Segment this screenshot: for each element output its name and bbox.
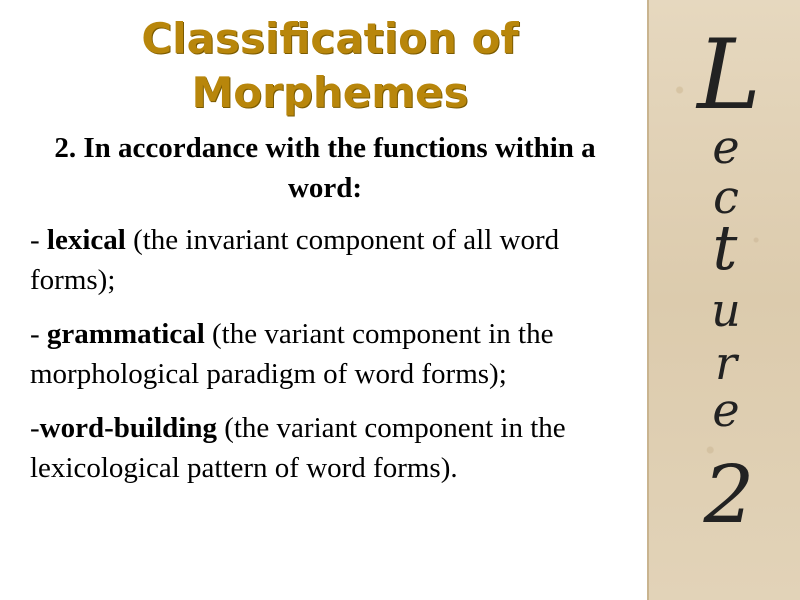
title-line-1: Classification of	[141, 14, 519, 63]
list-item-grammatical	[30, 314, 615, 394]
side-letter-e2: e	[712, 383, 740, 437]
slide-title	[20, 12, 640, 120]
item-term: word-building	[39, 412, 217, 444]
item-prefix: -	[30, 224, 47, 256]
list-item-word-building	[30, 408, 615, 488]
item-description: (the variant component in the morphological paradigm of word forms);	[30, 318, 554, 390]
side-letter-L: L	[697, 19, 761, 131]
item-description: (the invariant component of all word forms);	[30, 224, 560, 296]
title-line-2: Morphemes	[191, 68, 469, 117]
side-letter-r: r	[715, 336, 737, 390]
side-letter-t: t	[712, 211, 738, 284]
item-list	[30, 220, 615, 502]
list-item-lexical	[30, 220, 615, 300]
side-letter-c: c	[713, 170, 739, 224]
section-heading: 2. In accordance with the functions within a word:	[54, 132, 596, 204]
side-letter-2: 2	[703, 448, 755, 541]
lecture-side-panel	[647, 0, 800, 600]
item-description: (the variant component in the lexicological pattern of word forms).	[30, 412, 566, 484]
item-term: lexical	[46, 224, 126, 256]
item-prefix: -	[30, 412, 40, 444]
item-prefix: -	[30, 318, 47, 350]
side-letter-e1: e	[712, 120, 740, 174]
side-letter-u: u	[711, 283, 741, 337]
item-term: grammatical	[46, 318, 205, 350]
